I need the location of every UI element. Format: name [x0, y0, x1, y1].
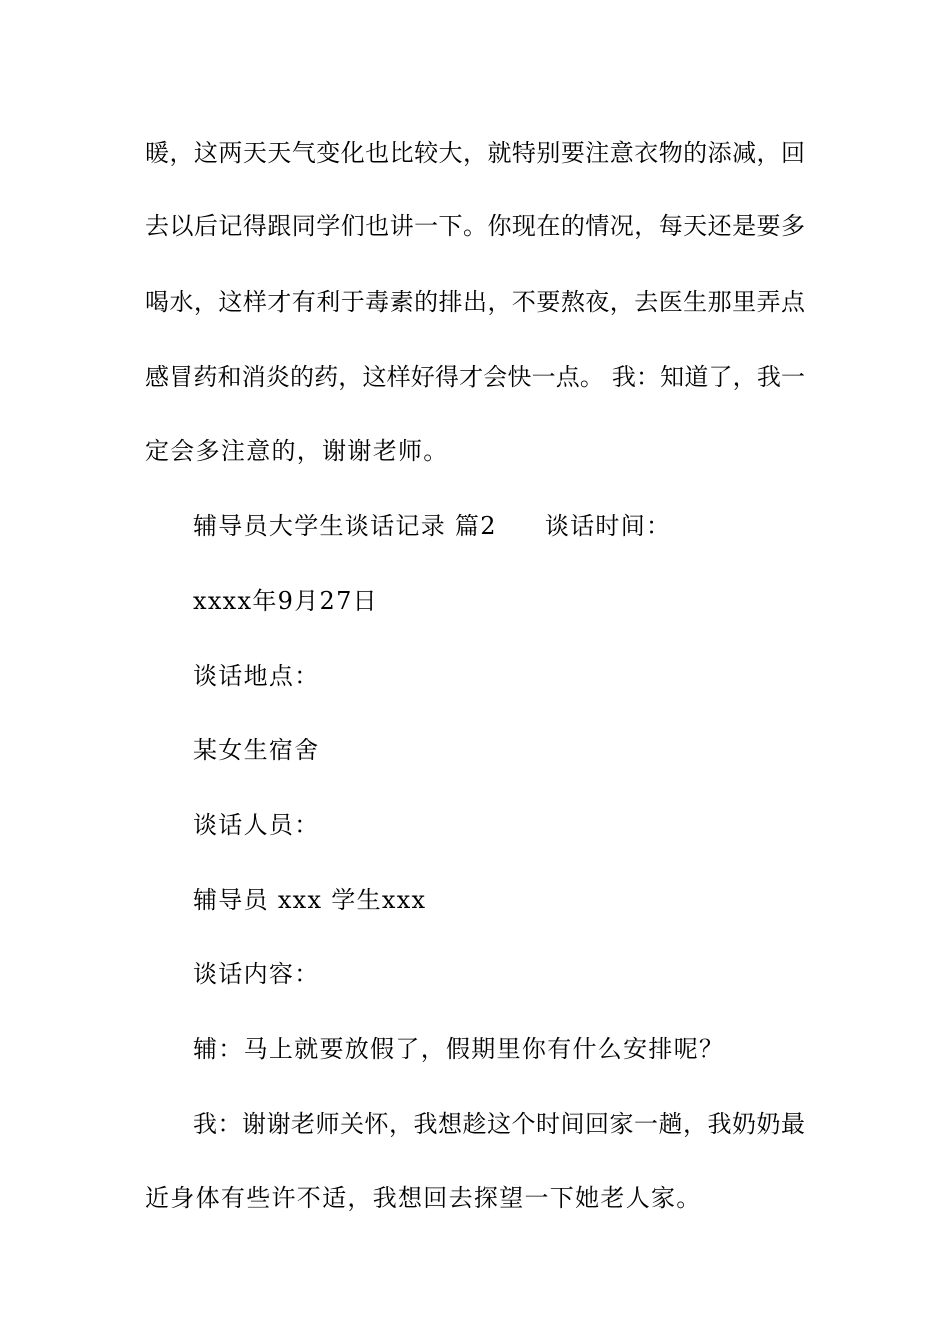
dialogue-student-line: 近身体有些许不适，我想回去探望一下她老人家。 — [145, 1184, 702, 1212]
section-heading-row — [193, 511, 671, 541]
paragraph-line: 暖，这两天天气变化也比较大，就特别要注意衣物的添减，回 — [145, 139, 805, 167]
section-heading: 辅导员大学生谈话记录 篇2 — [193, 512, 497, 540]
time-label: 谈话时间： — [544, 512, 672, 540]
paragraph-line: 感冒药和消炎的药，这样好得才会快一点。 我：知道了，我一 — [145, 363, 805, 391]
place-value: 某女生宿舍 — [193, 736, 320, 764]
people-label: 谈话人员： — [193, 811, 320, 839]
people-value: 辅导员 xxx 学生xxx — [193, 886, 427, 914]
time-value: xxxx年9月27日 — [193, 587, 378, 615]
paragraph-line: 去以后记得跟同学们也讲一下。你现在的情况，每天还是要多 — [145, 212, 805, 240]
paragraph-line: 喝水，这样才有利于毒素的排出，不要熬夜，去医生那里弄点 — [145, 288, 805, 316]
dialogue-counselor: 辅：马上就要放假了，假期里你有什么安排呢？ — [193, 1035, 725, 1063]
place-label: 谈话地点： — [193, 662, 320, 690]
content-label: 谈话内容： — [193, 960, 320, 988]
paragraph-line: 定会多注意的，谢谢老师。 — [145, 437, 449, 465]
dialogue-student-line: 我：谢谢老师关怀，我想趁这个时间回家一趟，我奶奶最 — [193, 1110, 805, 1138]
